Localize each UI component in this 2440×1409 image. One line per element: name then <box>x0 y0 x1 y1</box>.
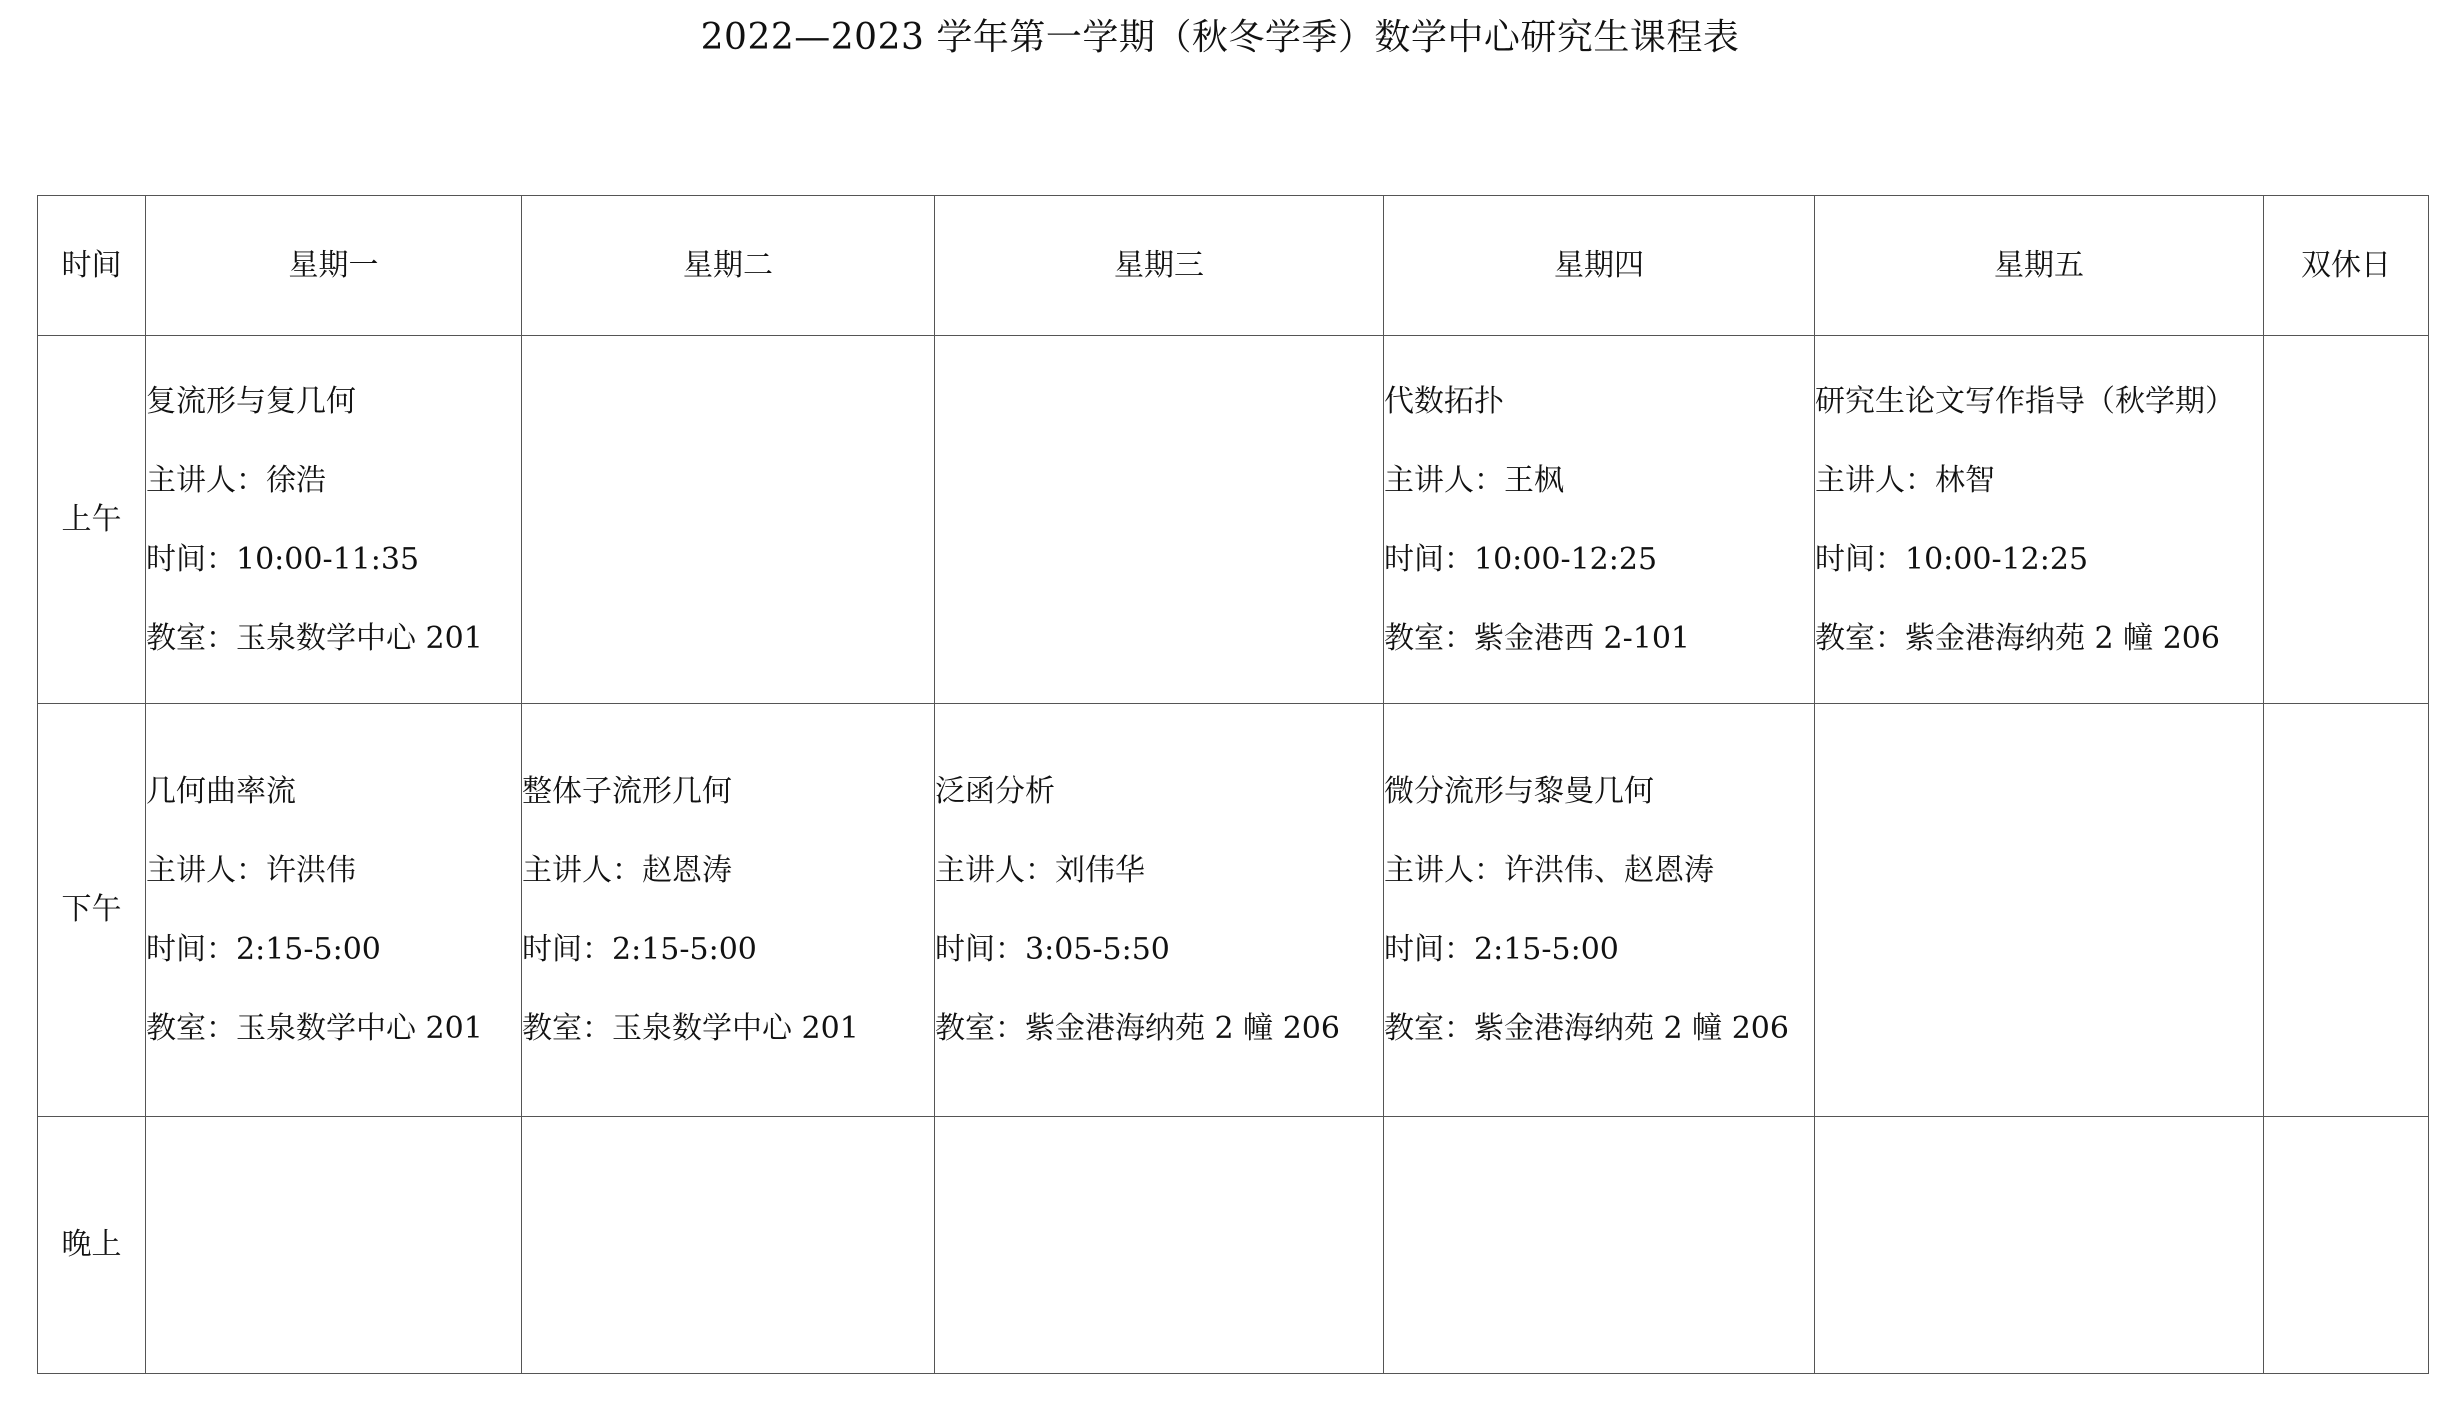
cell-tuesday-afternoon <box>522 704 935 1117</box>
course-lecturer: 主讲人：林智 <box>1815 462 1995 498</box>
course-room: 教室：紫金港西 2-101 <box>1384 620 1691 656</box>
period-afternoon: 下午 <box>38 704 146 1117</box>
course-lecturer: 主讲人：许洪伟 <box>146 853 356 888</box>
header-monday: 星期一 <box>146 196 522 336</box>
cell-thursday-morning <box>1384 336 1815 704</box>
cell-monday-evening <box>146 1117 522 1374</box>
course-room: 教室：玉泉数学中心 201 <box>146 1011 483 1046</box>
schedule-table <box>37 195 2429 1374</box>
page-title: 2022—2023 学年第一学期（秋冬学季）数学中心研究生课程表 <box>700 17 1740 58</box>
course-room: 教室：紫金港海纳苑 2 幢 206 <box>1815 620 2220 656</box>
period-morning: 上午 <box>38 336 146 704</box>
cell-thursday-evening <box>1384 1117 1815 1374</box>
course-name: 整体子流形几何 <box>522 774 732 809</box>
course-time: 时间：10:00-12:25 <box>1384 541 1658 577</box>
cell-tuesday-morning <box>522 336 935 704</box>
evening-row <box>38 1117 2429 1374</box>
course-lecturer: 主讲人：徐浩 <box>146 462 326 498</box>
course-name: 几何曲率流 <box>146 774 296 809</box>
course-name: 复流形与复几何 <box>146 383 356 419</box>
cell-weekend-evening <box>2264 1117 2429 1374</box>
course-name: 泛函分析 <box>935 774 1055 809</box>
course-lecturer: 主讲人：王枫 <box>1384 462 1564 498</box>
header-row <box>38 196 2429 336</box>
cell-monday-morning <box>146 336 522 704</box>
cell-friday-afternoon <box>1815 704 2264 1117</box>
course-lecturer: 主讲人：赵恩涛 <box>522 853 732 888</box>
course-room: 教室：紫金港海纳苑 2 幢 206 <box>1384 1011 1789 1046</box>
period-evening: 晚上 <box>38 1117 146 1374</box>
cell-wednesday-evening <box>935 1117 1384 1374</box>
cell-wednesday-afternoon <box>935 704 1384 1117</box>
header-tuesday: 星期二 <box>522 196 935 336</box>
course-time: 时间：3:05-5:50 <box>935 932 1170 967</box>
course-time: 时间：10:00-11:35 <box>146 541 420 577</box>
cell-tuesday-evening <box>522 1117 935 1374</box>
course-room: 教室：紫金港海纳苑 2 幢 206 <box>935 1011 1340 1046</box>
cell-monday-afternoon <box>146 704 522 1117</box>
course-lecturer: 主讲人：许洪伟、赵恩涛 <box>1384 853 1714 888</box>
course-time: 时间：2:15-5:00 <box>1384 932 1619 967</box>
header-thursday: 星期四 <box>1384 196 1815 336</box>
course-room: 教室：玉泉数学中心 201 <box>522 1011 859 1046</box>
cell-friday-evening <box>1815 1117 2264 1374</box>
cell-friday-morning <box>1815 336 2264 704</box>
course-name: 研究生论文写作指导（秋学期） <box>1815 383 2235 419</box>
afternoon-row <box>38 704 2429 1117</box>
cell-thursday-afternoon <box>1384 704 1815 1117</box>
header-friday: 星期五 <box>1815 196 2264 336</box>
header-weekend: 双休日 <box>2264 196 2429 336</box>
course-time: 时间：2:15-5:00 <box>522 932 757 967</box>
cell-wednesday-morning <box>935 336 1384 704</box>
morning-row <box>38 336 2429 704</box>
course-name: 微分流形与黎曼几何 <box>1384 774 1654 809</box>
course-room: 教室：玉泉数学中心 201 <box>146 620 483 656</box>
course-time: 时间：2:15-5:00 <box>146 932 381 967</box>
course-name: 代数拓扑 <box>1384 383 1504 419</box>
course-time: 时间：10:00-12:25 <box>1815 541 2089 577</box>
header-time: 时间 <box>38 196 146 336</box>
course-lecturer: 主讲人：刘伟华 <box>935 853 1145 888</box>
cell-weekend-morning <box>2264 336 2429 704</box>
header-wednesday: 星期三 <box>935 196 1384 336</box>
cell-weekend-afternoon <box>2264 704 2429 1117</box>
